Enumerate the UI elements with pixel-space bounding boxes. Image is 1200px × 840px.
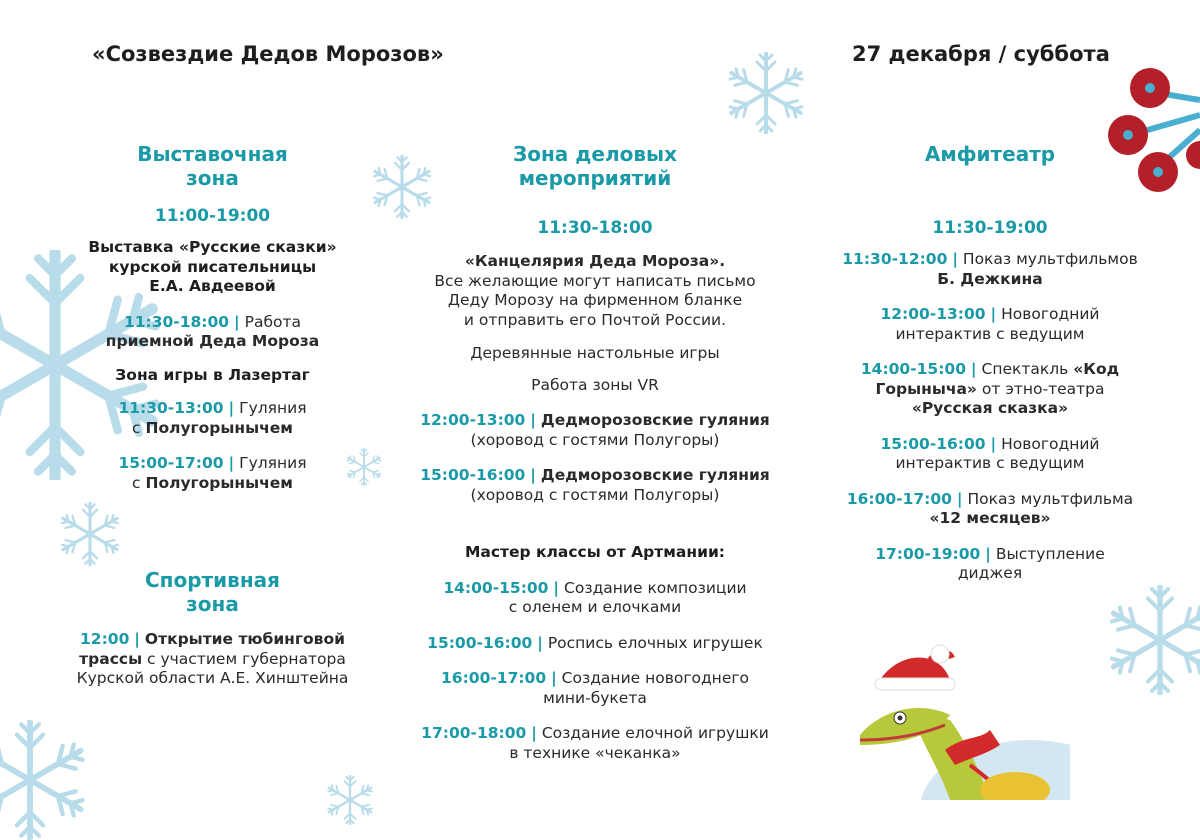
event-text: в технике «чеканка» [509,743,681,762]
event-text: интерактив с ведущим [895,454,1085,472]
event-text: Курской области А.Е. Хинштейна [76,669,349,687]
vr-item: Работа зоны VR [531,375,659,394]
event-text: «Код [1073,360,1120,378]
event-text: Новогодний [1001,305,1100,323]
snowflake-icon [58,502,122,566]
event-item: 14:00-15:00 | Спектакль «Код Горыныча» от этно-театра «Русская сказка» [820,360,1160,419]
snowflake-icon [1105,585,1200,695]
event-text: с [132,418,141,437]
event-item: 15:00-17:00 | Гуляния с Полугорынычем [118,454,307,492]
event-text: Показ мультфильма [967,489,1134,508]
lasertag-item: Зона игры в Лазертаг [115,365,310,384]
event-text: Работа [244,312,302,331]
event-text: трассы [79,649,143,668]
event-text: Спектакль [981,360,1069,378]
santa-office-item [405,252,785,330]
event-text: приемной Деда Мороза [105,332,320,350]
event-item: 15:00-16:00 | Новогодний интерактив с ведущим [820,435,1160,474]
business-zone [405,142,785,763]
event-text: Создание новогоднего [561,669,749,687]
event-time: 15:00-16:00 [427,633,533,652]
zone-title-line: зона [186,166,239,190]
office-line: Все желающие могут написать письмо [434,271,756,290]
event-time: 11:30-18:00 [123,312,230,331]
event-time: 12:00-13:00 [880,305,986,323]
event-text: Выступление [995,544,1105,563]
exhibit-line: Выставка «Русские сказки» [88,238,337,256]
dragon-mascot-icon [840,640,1070,800]
event-text: с оленем и елочками [508,598,682,616]
event-date: 27 декабря / суббота [852,42,1110,66]
event-text: Дедморозовские гуляния [540,411,770,429]
business-zone-title [405,142,785,190]
event-time: 16:00-17:00 [846,489,952,508]
event-text: от этно-театра [981,379,1105,398]
board-games-item: Деревянные настольные игры [470,344,720,362]
sport-zone-title [40,568,385,616]
amphitheater-zone [820,142,1160,584]
event-time: 11:30-12:00 [842,250,948,268]
event-item: 15:00-16:00 | Дедморозовские гуляния (хоровод с гостями Полугоры) [405,466,785,505]
event-item: 11:30-12:00 | Показ мультфильмов Б. Дежкина [820,250,1160,289]
event-time: 15:00-16:00 [420,466,526,484]
event-item: 16:00-17:00 | Показ мультфильма «12 месяцев» [820,490,1160,529]
event-time: 12:00-13:00 [420,411,526,429]
event-text: (хоровод с гостями Полугоры) [470,485,720,504]
event-time: 14:00-15:00 [860,360,966,378]
exhibition-hours: 11:00-19:00 [154,206,271,226]
event-item: 17:00-19:00 | Выступление диджея [820,545,1160,584]
event-text: Полугорынычем [145,473,293,492]
exhibit-description [40,238,385,297]
event-item: 16:00-17:00 | Создание новогоднего мини-букета [405,669,785,708]
event-text: (хоровод с гостями Полугоры) [470,430,720,449]
event-item: 15:00-16:00 | Роспись елочных игрушек [427,633,763,652]
event-time: 17:00-18:00 [421,724,527,742]
event-text: интерактив с ведущим [895,324,1085,343]
zone-title-line: зона [186,592,239,616]
amphitheater-title: Амфитеатр [924,142,1056,166]
event-text: Дедморозовские гуляния [540,466,770,484]
event-time: 11:30-13:00 [118,399,224,417]
event-text: Б. Дежкина [937,269,1043,288]
event-time: 17:00-19:00 [875,544,981,563]
zone-title-line: мероприятий [518,166,672,190]
event-time: 12:00 [80,630,130,648]
office-title: «Канцелярия Деда Мороза». [464,252,726,270]
zone-title-line: Зона деловых [513,142,677,166]
business-hours: 11:30-18:00 [537,218,653,238]
exhibit-line: курской писательницы [108,257,317,276]
event-item: 12:00-13:00 | Дедморозовские гуляния (хоровод с гостями Полугоры) [405,411,785,450]
exhibition-zone [40,142,385,493]
exhibit-line: Е.А. Авдеевой [149,277,276,295]
office-line: Деду Морозу на фирменном бланке [447,291,743,309]
zone-title-line: Спортивная [145,568,280,592]
event-time: 15:00-17:00 [118,454,224,472]
page-title: «Созвездие Дедов Морозов» [92,42,444,66]
event-text: Новогодний [1001,434,1100,453]
zone-title-line: Выставочная [137,142,288,166]
office-line: и отправить его Почтой России. [463,310,727,329]
snowflake-icon [325,775,375,825]
event-text: с участием губернатора [147,649,346,668]
event-text: Гуляния [239,399,307,417]
event-item: 17:00-18:00 | Создание елочной игрушки в технике «чеканка» [405,724,785,763]
event-item: 11:30-18:00 | Работа приемной Деда Мороза [40,313,385,352]
event-time: 15:00-16:00 [880,434,986,453]
event-time: 16:00-17:00 [441,669,547,687]
event-text: Показ мультфильмов [962,250,1138,268]
event-text: диджея [957,564,1023,582]
event-text: Роспись елочных игрушек [547,633,763,652]
sport-zone [40,568,385,689]
event-item: 12:00-13:00 | Новогодний интерактив с ведущим [820,305,1160,344]
event-text: Гуляния [239,454,307,472]
event-text: Создание композиции [564,578,747,597]
amphitheater-hours: 11:30-19:00 [932,218,1048,238]
event-item: 12:00 | Открытие тюбинговой трассы с участием губернатора Курской области А.Е. Хинштейна [40,630,385,689]
event-text: «12 месяцев» [929,509,1051,527]
event-time: 14:00-15:00 [443,578,549,597]
exhibition-zone-title [40,142,385,190]
event-text: Создание елочной игрушки [541,724,769,742]
master-classes-title: Мастер классы от Артмании: [464,543,726,561]
event-text: с [132,473,141,492]
event-item: 11:30-13:00 | Гуляния с Полугорынычем [118,399,307,437]
event-text: мини-букета [543,688,647,707]
event-text: Открытие тюбинговой [144,630,345,648]
snowflake-icon [725,52,807,134]
event-item: 14:00-15:00 | Создание композиции с оленем и елочками [405,579,785,618]
event-text: Горыныча» [875,379,977,398]
snowflake-icon [0,720,90,840]
event-text: Полугорынычем [145,418,293,437]
event-text: «Русская сказка» [911,399,1069,417]
